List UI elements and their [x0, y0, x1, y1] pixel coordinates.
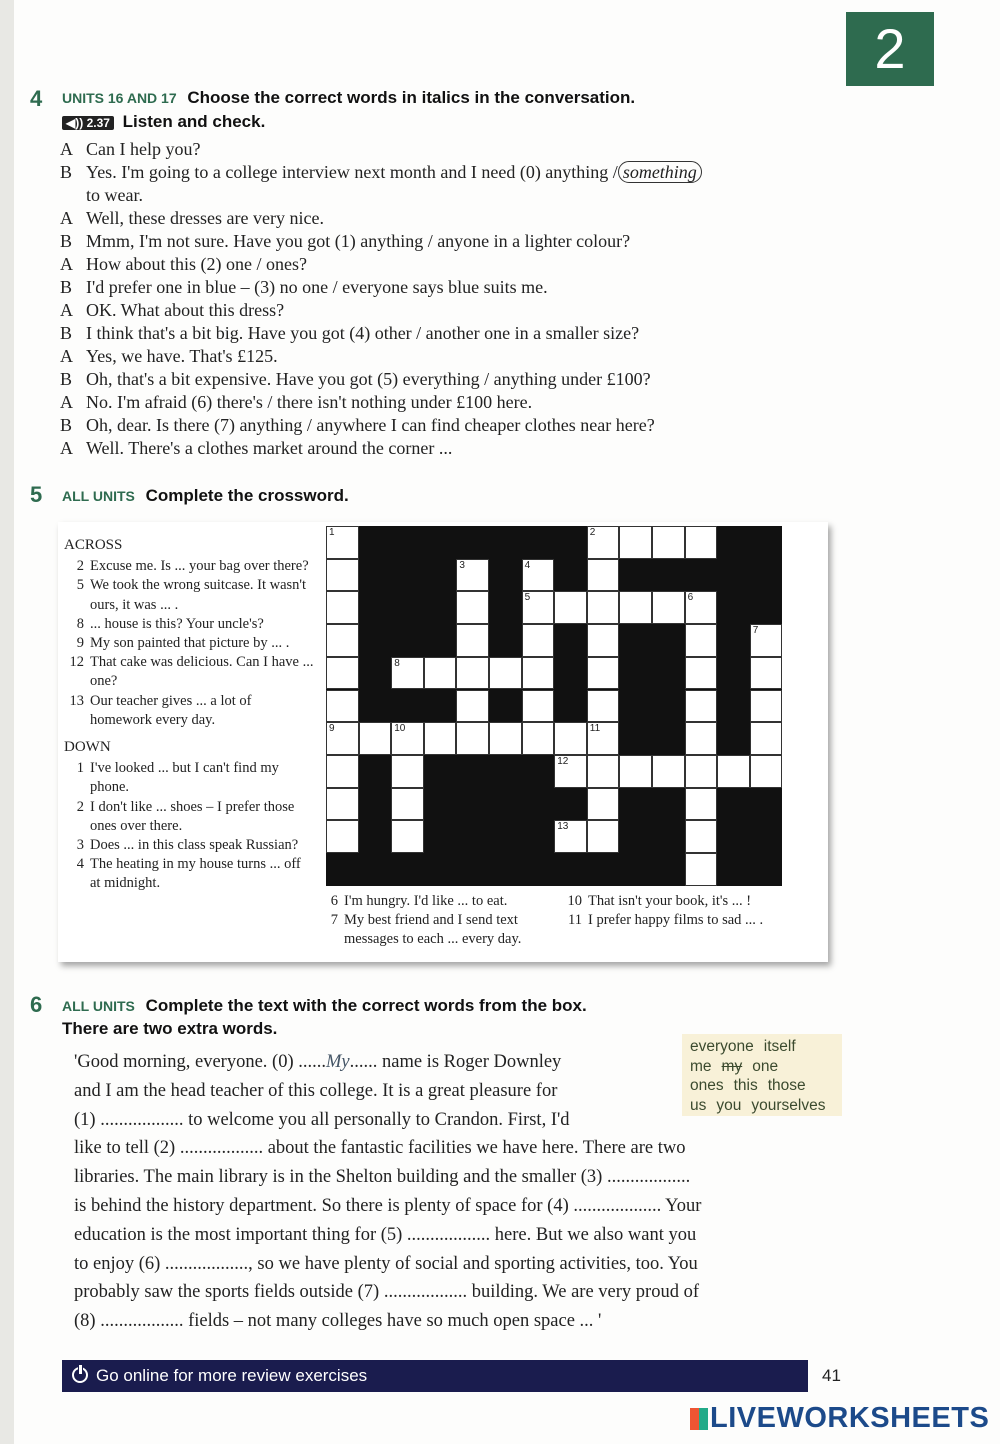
crossword-cell[interactable]	[587, 690, 620, 723]
power-icon	[72, 1367, 88, 1383]
line-text: to wear.	[86, 185, 143, 205]
crossword-cell[interactable]	[750, 690, 783, 723]
exercise-6-heading	[62, 996, 587, 1016]
crossword-cell[interactable]	[587, 788, 620, 821]
crossword-cell[interactable]	[717, 755, 750, 788]
clue-text: I prefer happy films to sad ... .	[588, 912, 764, 929]
speaker-label	[60, 184, 86, 207]
clue-6	[318, 892, 558, 911]
conversation-line	[60, 230, 820, 253]
clue-13	[64, 692, 314, 730]
exercise-6-number: 6	[30, 992, 43, 1017]
cell-number: 1	[329, 527, 335, 538]
circled-answer: something	[618, 161, 702, 183]
crossword-cell[interactable]	[587, 722, 620, 755]
crossword-cell[interactable]	[750, 624, 783, 657]
crossword-cell[interactable]	[522, 624, 555, 657]
text-line-2: and I am the head teacher of this college. It is a great pleasure for	[74, 1080, 558, 1101]
speaker-label: A	[60, 208, 73, 228]
box-word: those	[767, 1077, 806, 1094]
crossword-cell[interactable]	[587, 526, 620, 559]
crossword-cell[interactable]	[326, 690, 359, 723]
text-line-7: education is the most important thing for (5) .................. here. But we also want you	[74, 1224, 697, 1245]
crossword-cell[interactable]	[326, 755, 359, 788]
clue-4	[64, 855, 314, 893]
text-line-1	[74, 1048, 804, 1077]
crossword-cell[interactable]	[326, 624, 359, 657]
clue-text: I don't like ... shoes – I prefer those ones over there.	[90, 798, 295, 834]
crossword-cell[interactable]	[750, 755, 783, 788]
page-edge	[0, 0, 14, 1444]
crossword-cell[interactable]	[456, 591, 489, 624]
crossword-cell[interactable]	[685, 526, 718, 559]
exercise-4-heading	[62, 88, 635, 108]
line-text: Can I help you?	[86, 139, 201, 159]
crossword-cell[interactable]	[391, 820, 424, 853]
crossword-cell[interactable]	[750, 722, 783, 755]
online-exercises-banner[interactable]	[62, 1360, 808, 1392]
crossword-grid	[326, 526, 782, 886]
text-line-8: to enjoy (6) .................., so we have plenty of social and sporting activities, too. You	[74, 1253, 698, 1274]
crossword-cell[interactable]	[391, 657, 424, 690]
clue-2	[64, 557, 314, 576]
clue-8	[64, 615, 314, 634]
crossword-cell[interactable]	[456, 722, 489, 755]
liveworksheets-logo	[690, 1402, 989, 1435]
crossword-cell[interactable]	[359, 722, 392, 755]
exercise-4-instruction-2: Listen and check.	[122, 112, 266, 131]
audio-icon[interactable]: ◀)) 2.37	[62, 116, 114, 130]
conversation-line	[60, 437, 820, 460]
box-word: us	[690, 1096, 707, 1114]
clue-number: 2	[76, 558, 84, 575]
exercise-5-number: 5	[30, 482, 43, 507]
box-word: ones	[690, 1077, 724, 1094]
clue-text: I'm hungry. I'd like ... to eat.	[344, 893, 508, 909]
cell-number: 5	[524, 592, 531, 604]
exercise-4-instruction: Choose the correct words in italics in the conversation.	[187, 88, 636, 107]
crossword-cell[interactable]	[554, 591, 587, 624]
text-line-3: (1) .................. to welcome you all personally to Crandon. First, I'd	[74, 1109, 570, 1130]
crossword-cell[interactable]	[685, 755, 718, 788]
conversation-line	[60, 138, 820, 161]
conversation-line	[60, 276, 820, 299]
down-title: DOWN	[64, 739, 111, 756]
speaker-label: A	[60, 392, 73, 412]
down-clues-3	[562, 892, 802, 930]
text-line-5: libraries. The main library is in the Shelton building and the smaller (3) ..................	[74, 1167, 691, 1188]
clue-text: My best friend and I send text messages to each ... every day.	[344, 912, 522, 948]
cell-number: 10	[394, 723, 406, 735]
crossword-cell[interactable]	[685, 624, 718, 657]
line-text: Yes. I'm going to a college interview next month and I need (0) anything / something	[86, 161, 820, 184]
clue-text: I've looked ... but I can't find my phone.	[90, 760, 279, 796]
text-line-6: is behind the history department. So there is plenty of space for (4) ................... Your	[74, 1195, 702, 1216]
box-word: yourselves	[751, 1096, 826, 1114]
line-text: Oh, dear. Is there (7) anything / anywhere I can find cheaper clothes near here?	[86, 415, 655, 435]
crossword-cell[interactable]	[326, 722, 359, 755]
conversation-line	[60, 184, 820, 207]
cell-number: 13	[557, 821, 569, 833]
clue-2	[64, 798, 314, 836]
cell-number: 12	[557, 755, 569, 767]
conversation-line	[60, 414, 820, 437]
speaker-label: A	[60, 139, 73, 159]
conversation-line	[60, 253, 820, 276]
box-word: me	[690, 1057, 712, 1075]
crossword-cell[interactable]	[554, 722, 587, 755]
crossword-cell[interactable]	[489, 657, 522, 690]
crossword-cell[interactable]	[424, 657, 457, 690]
gap-fill-text	[74, 1048, 804, 1336]
clue-text: Does ... in this class speak Russian?	[90, 837, 299, 854]
crossword-cell[interactable]	[587, 559, 620, 592]
crossword-cell[interactable]	[554, 755, 587, 788]
down-clues-2	[318, 892, 558, 950]
clue-number: 9	[76, 635, 84, 652]
exercise-6-instruction: Complete the text with the correct words from the box.	[145, 996, 587, 1015]
speaker-label: A	[60, 346, 73, 366]
crossword-cell[interactable]	[522, 690, 555, 723]
crossword-cell[interactable]	[587, 657, 620, 690]
crossword-cell[interactable]	[750, 657, 783, 690]
clue-number: 1	[76, 760, 84, 777]
line-text: Mmm, I'm not sure. Have you got (1) anything / anyone in a lighter colour?	[86, 231, 631, 251]
clue-number: 11	[568, 912, 582, 929]
clue-number: 2	[76, 798, 84, 815]
line-text: Oh, that's a bit expensive. Have you got (5) everything / anything under £100?	[86, 369, 651, 389]
crossword-cell[interactable]	[489, 722, 522, 755]
exercise-6-units: ALL UNITS	[62, 998, 135, 1014]
crossword-cell[interactable]	[326, 559, 359, 592]
exercise-4-number: 4	[30, 86, 43, 111]
crossword-cell[interactable]	[522, 559, 555, 592]
clue-11	[562, 911, 802, 930]
box-word: you	[716, 1096, 742, 1114]
crossword-cell[interactable]	[685, 853, 718, 886]
cell-number: 7	[752, 625, 759, 637]
clue-number: 5	[76, 577, 84, 594]
speaker-label: B	[60, 323, 73, 343]
crossword-cell[interactable]	[587, 591, 620, 624]
clue-9	[64, 634, 314, 653]
crossword-cell[interactable]	[522, 591, 555, 624]
crossword-cell[interactable]	[685, 690, 718, 723]
crossword-cell[interactable]	[652, 755, 685, 788]
conversation-line	[60, 368, 820, 391]
cell-number: 8	[394, 657, 400, 669]
exercise-5-heading	[62, 486, 349, 506]
clue-number: 6	[330, 893, 338, 909]
clue-3	[64, 836, 314, 855]
crossword-cell[interactable]	[685, 788, 718, 821]
audio-track: 2.37	[86, 116, 110, 130]
clue-number: 13	[69, 692, 84, 709]
online-text: Go online for more review exercises	[96, 1366, 368, 1385]
exercise-5-units: ALL UNITS	[62, 488, 135, 504]
crossword-cell[interactable]	[326, 526, 359, 559]
speaker-label: B	[60, 162, 73, 182]
conversation-line	[60, 161, 820, 184]
unit-tab: 2	[846, 12, 934, 86]
crossword-cell[interactable]	[326, 788, 359, 821]
line-text: I'd prefer one in blue – (3) no one / everyone says blue suits me.	[86, 277, 548, 297]
line-text: How about this (2) one / ones?	[86, 254, 307, 274]
clue-text: We took the wrong suitcase. It wasn't ours, it was ... .	[90, 577, 307, 613]
page-number: 41	[822, 1366, 841, 1385]
speaker-label: B	[60, 369, 73, 389]
clue-text: Our teacher gives ... a lot of homework every day.	[90, 692, 252, 728]
speaker-label: B	[60, 231, 73, 251]
crossword-cell[interactable]	[685, 657, 718, 690]
speaker-label: B	[60, 415, 73, 435]
clue-number: 10	[567, 893, 582, 909]
liveworksheets-logo-icon	[690, 1408, 708, 1430]
clue-text: That isn't your book, it's ... !	[588, 893, 752, 909]
conversation-line	[60, 391, 820, 414]
answer-0: My	[326, 1052, 350, 1072]
text-line-1a: 'Good morning, everyone. (0) ......	[74, 1052, 326, 1072]
crossword-cell[interactable]	[619, 591, 652, 624]
crossword-cell[interactable]	[391, 788, 424, 821]
conversation-line	[60, 299, 820, 322]
clue-number: 7	[330, 912, 338, 929]
speaker-label: A	[60, 254, 73, 274]
crossword-cell[interactable]	[522, 722, 555, 755]
text-line-10: (8) .................. fields – not many colleges have so much open space ... '	[74, 1311, 602, 1332]
clue-number: 4	[76, 856, 84, 873]
line-text: OK. What about this dress?	[86, 300, 285, 320]
crossword-cell[interactable]	[326, 591, 359, 624]
line-text: Well, these dresses are very nice.	[86, 208, 324, 228]
text-line-9: probably saw the sports fields outside (7) .................. building. We are very proud of	[74, 1282, 699, 1303]
crossword-cell[interactable]	[554, 820, 587, 853]
conversation-line	[60, 322, 820, 345]
clue-10	[562, 892, 802, 911]
line-text: Well. There's a clothes market around the corner ...	[86, 438, 453, 458]
crossword-cell[interactable]	[424, 722, 457, 755]
crossword-cell[interactable]	[619, 755, 652, 788]
crossword-cell[interactable]	[685, 820, 718, 853]
cell-number: 6	[687, 592, 694, 604]
crossword-cell[interactable]	[522, 657, 555, 690]
exercise-4-units: UNITS 16 AND 17	[62, 90, 177, 106]
crossword-cell[interactable]	[456, 690, 489, 723]
exercise-5-instruction: Complete the crossword.	[145, 486, 349, 505]
crossword-cell[interactable]	[391, 722, 424, 755]
across-title: ACROSS	[64, 537, 123, 553]
clue-1	[64, 759, 314, 797]
clue-text: ... house is this? Your uncle's?	[90, 615, 264, 632]
clue-12	[64, 653, 314, 691]
cell-number: 9	[329, 723, 335, 735]
brand-name: LIVEWORKSHEETS	[710, 1402, 990, 1434]
crossword-cell[interactable]	[685, 591, 718, 624]
crossword-cell[interactable]	[456, 657, 489, 690]
crossword-cell[interactable]	[587, 820, 620, 853]
clue-number: 8	[76, 615, 84, 632]
clue-7	[318, 911, 558, 949]
box-word: everyone	[690, 1038, 754, 1055]
clue-5	[64, 576, 314, 614]
box-word: itself	[763, 1038, 796, 1055]
clue-text: My son painted that picture by ... .	[90, 635, 290, 652]
crossword-cell[interactable]	[685, 722, 718, 755]
line-text: No. I'm afraid (6) there's / there isn't nothing under £100 here.	[86, 392, 533, 412]
crossword-cell[interactable]	[326, 820, 359, 853]
clue-text: The heating in my house turns ... off at midnight.	[90, 856, 301, 892]
conversation-line	[60, 345, 820, 368]
text-line-4: like to tell (2) .................. about the fantastic facilities we have here. There are two	[74, 1138, 686, 1159]
line-text: Yes, we have. That's £125.	[86, 346, 278, 366]
crossword-cell[interactable]	[652, 526, 685, 559]
conversation	[60, 138, 820, 460]
conversation-line	[60, 207, 820, 230]
exercise-6-instruction-2: There are two extra words.	[62, 1019, 278, 1038]
clue-text: That cake was delicious. Can I have ... one?	[90, 654, 314, 690]
crossword-cell[interactable]	[456, 624, 489, 657]
clue-number: 3	[76, 837, 84, 854]
speaker-label: B	[60, 277, 73, 297]
cell-number: 3	[459, 559, 465, 571]
cell-number: 11	[589, 723, 601, 735]
text-line-1b: ...... name is Roger Downley	[349, 1052, 562, 1072]
box-word: my	[721, 1057, 743, 1075]
line-text: I think that's a bit big. Have you got (4) other / another one in a smaller size?	[86, 323, 640, 343]
exercise-4-subheading	[62, 112, 265, 132]
crossword-cell[interactable]	[652, 591, 685, 624]
crossword-cell[interactable]	[619, 526, 652, 559]
across-clues	[64, 536, 314, 894]
crossword-cell[interactable]	[456, 559, 489, 592]
clue-number: 12	[69, 654, 84, 671]
cell-number: 4	[524, 559, 531, 571]
box-word: one	[752, 1057, 779, 1075]
speaker-label: A	[60, 300, 73, 320]
speaker-label: A	[60, 438, 73, 458]
box-word: this	[733, 1077, 758, 1094]
crossword-cell[interactable]	[587, 624, 620, 657]
cell-number: 2	[589, 527, 596, 538]
crossword-cell[interactable]	[326, 657, 359, 690]
crossword-cell[interactable]	[587, 755, 620, 788]
crossword-cell[interactable]	[391, 755, 424, 788]
clue-text: Excuse me. Is ... your bag over there?	[90, 558, 309, 575]
